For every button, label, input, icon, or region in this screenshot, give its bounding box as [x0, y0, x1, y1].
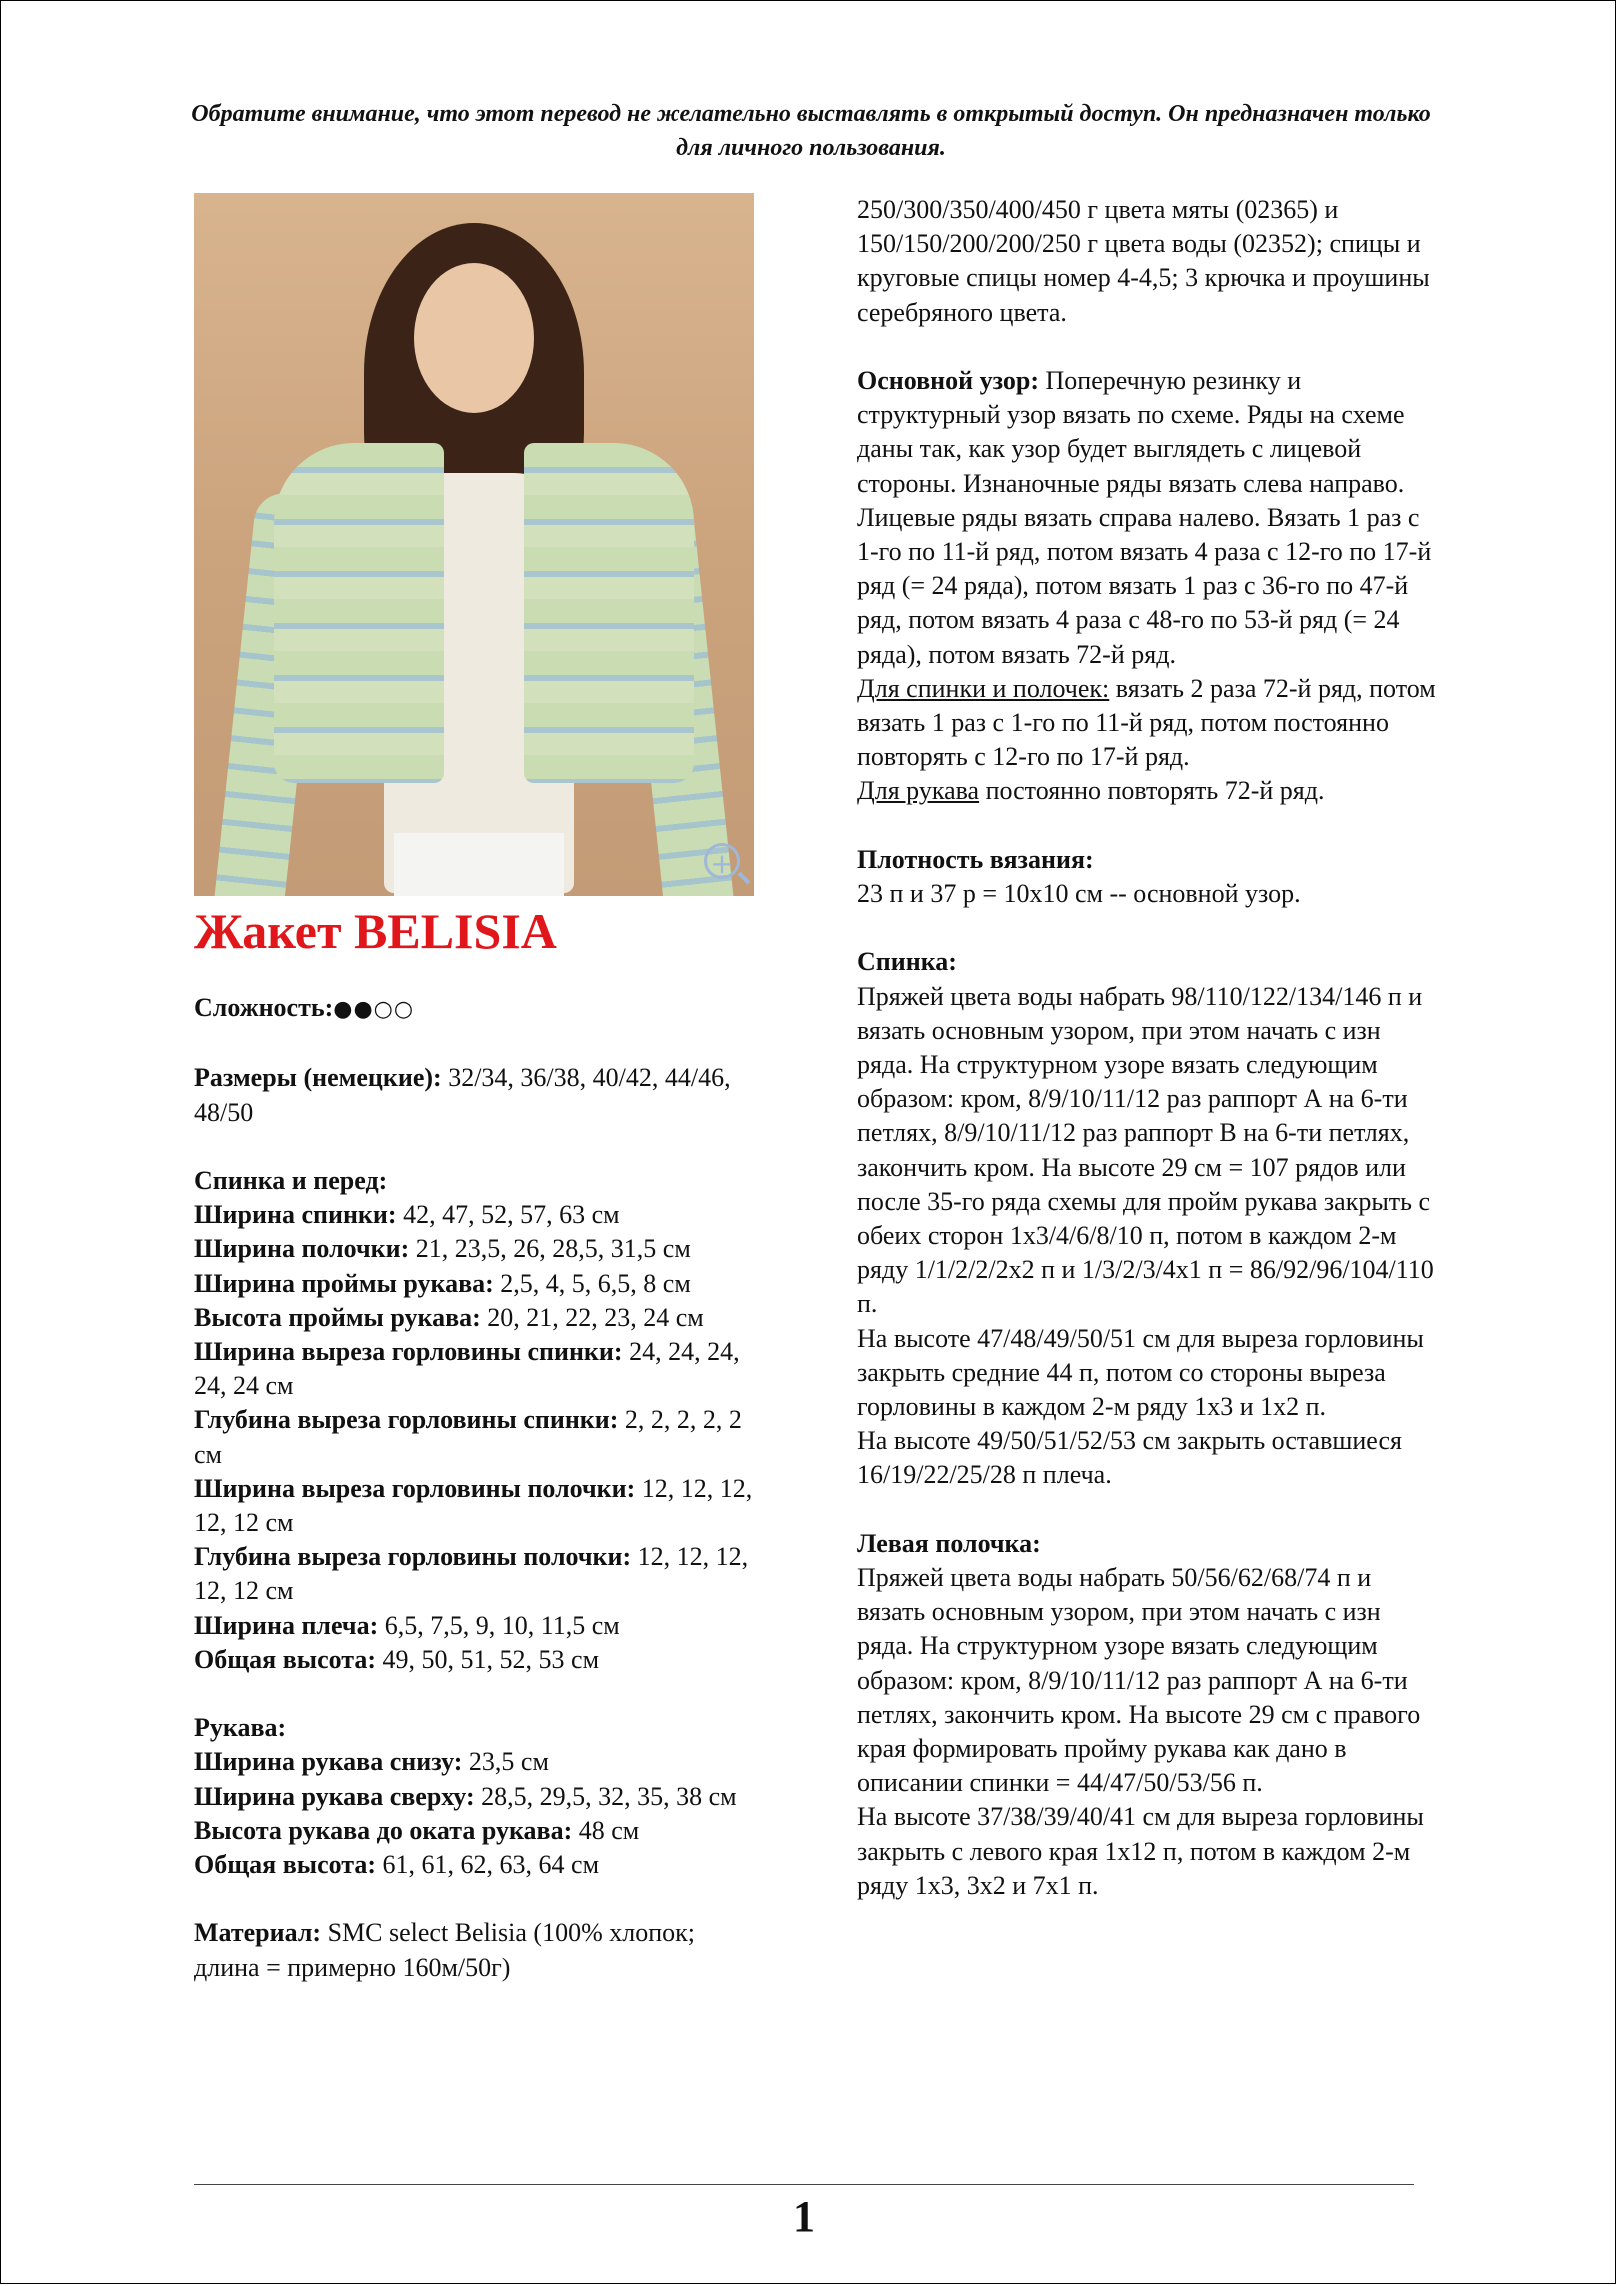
sleeve-measure-value: 48 см — [572, 1815, 640, 1845]
right-column — [857, 193, 1437, 1903]
sizes-label: Размеры (немецкие): — [194, 1063, 442, 1093]
gauge-heading: Плотность вязания: — [857, 844, 1094, 874]
footer-divider — [194, 2184, 1414, 2185]
measure-value: 20, 21, 22, 23, 24 см — [480, 1302, 704, 1332]
sleeve-measure-line — [194, 1814, 764, 1848]
measure-value: 6,5, 7,5, 9, 10, 11,5 см — [378, 1610, 620, 1640]
measure-value: 21, 23,5, 26, 28,5, 31,5 см — [409, 1234, 691, 1264]
model-photo — [194, 193, 754, 896]
measure-value: 24, 24, 24, 24, 24 см — [194, 1337, 740, 1401]
measure-line — [194, 1301, 764, 1335]
sleeve-text: постоянно повторять 72-й ряд. — [979, 776, 1325, 806]
zoom-icon[interactable]: + — [704, 843, 740, 879]
measure-value: 12, 12, 12, 12, 12 см — [194, 1542, 749, 1606]
sizes-value: 32/34, 36/38, 40/42, 44/46, 48/50 — [194, 1063, 731, 1127]
measure-line — [194, 1267, 764, 1301]
back-paragraph: Пряжей цвета воды набрать 98/110/122/134/146 п и вязать основным узором, при этом начать с изн ряда. На структурном узоре вязать следующим образом: кром, 8/9/10/11/12 раз раппорт А на 6-ти петлях, 8/9/10/11/12 раз раппорт В на 6-ти петлях, закончить кром. На высоте 29 см = 107 рядов или после 35-го ряда схемы для пройм рукава закрыть с обеих сторон 1х3/4/6/8/10 п, потом в каждом 2-м ряду 1/1/2/2/2х2 п и 1/3/2/3/4х1 п = 86/92/96/104/110 п. — [857, 981, 1434, 1319]
measure-line — [194, 1609, 764, 1643]
page-number: 1 — [793, 2192, 815, 2241]
measure-value: 42, 47, 52, 57, 63 см — [396, 1200, 620, 1230]
back-heading: Спинка: — [857, 947, 957, 977]
measure-value: 12, 12, 12, 12, 12 см — [194, 1473, 753, 1538]
sleeve-measure-value: 61, 61, 62, 63, 64 см — [376, 1850, 600, 1880]
photo-pants — [394, 833, 564, 896]
measure-label: Глубина выреза горловины спинки: — [194, 1405, 619, 1435]
measure-label: Ширина полочки: — [194, 1234, 410, 1264]
left-front-paragraph: Пряжей цвета воды набрать 50/56/62/68/74 п и вязать основным узором, при этом начать с изн ряда. На структурном узоре вязать следующим образом: кром, 8/9/10/11/12 раз раппорт А на 6-ти петлях, закончить кром. На высоте 29 см с правого края формировать пройму рукава как дано в описании спинки = 44/47/50/53/56 п. — [857, 1563, 1421, 1798]
measure-value: 49, 50, 51, 52, 53 см — [376, 1644, 600, 1674]
sleeve-label: Для рукава — [857, 776, 980, 806]
left-front-paragraph: На высоте 37/38/39/40/41 см для выреза горловины закрыть с левого края 1х12 п, потом в каждом 2-м ряду 1х3, 3х2 и 7х1 п. — [857, 1802, 1424, 1900]
left-column — [194, 991, 764, 1985]
material-continued: 250/300/350/400/450 г цвета мяты (02365) и 150/150/200/200/250 г цвета воды (02352); спицы и круговые спицы номер 4-4,5; 3 крючка и проушины серебряного цвета. — [857, 195, 1430, 327]
sleeve-measure-label: Ширина рукава сверху: — [194, 1781, 475, 1811]
sleeve-paragraph — [857, 774, 1437, 808]
measure-line — [194, 1198, 764, 1232]
measure-label: Ширина проймы рукава: — [194, 1268, 494, 1298]
measure-label: Ширина выреза горловины полочки: — [194, 1473, 636, 1503]
measure-label: Общая высота: — [194, 1644, 377, 1674]
sleeve-measure-label: Высота рукава до оката рукава: — [194, 1815, 573, 1845]
material-label: Материал: — [194, 1918, 322, 1948]
measure-line — [194, 1335, 764, 1403]
photo-head — [414, 263, 534, 413]
difficulty-dots: ●●○○ — [333, 997, 415, 1022]
page-title: Жакет BELISIA — [194, 903, 557, 959]
measure-line — [194, 1540, 764, 1608]
sizes-line — [194, 1061, 764, 1129]
main-pattern-paragraph — [857, 364, 1437, 672]
main-pattern-text: Поперечную резинку и структурный узор вязать по схеме. Ряды на схеме даны так, как узор будет выглядеть с лицевой стороны. Изнаночные ряды вязать слева направо. Лицевые ряды вязать справа налево. Вязать 1 раз с 1-го по 11-й ряд, потом вязать 4 раза с 12-го по 17-й ряд (= 24 ряда), потом вязать 1 раз с 36-го по 47-й ряд, потом вязать 4 раза с 48-го по 53-й ряд (= 24 ряда), потом вязать 72-й ряд. — [857, 366, 1432, 669]
sleeve-measure-label: Ширина рукава снизу: — [194, 1747, 463, 1777]
measure-value: 2,5, 4, 5, 6,5, 8 см — [493, 1268, 691, 1298]
measure-label: Ширина плеча: — [194, 1610, 379, 1640]
sleeve-measure-value: 23,5 см — [462, 1747, 549, 1777]
back-paragraph: На высоте 47/48/49/50/51 см для выреза горловины закрыть средние 44 п, потом со стороны выреза горловины в каждом 2-м ряду 1х3 и 1х2 п. — [857, 1323, 1424, 1422]
difficulty-label: Сложность: — [194, 993, 334, 1022]
left-front-heading: Левая полочка: — [857, 1528, 1041, 1558]
back-fronts-text: вязать 2 раза 72-й ряд, потом вязать 1 раз с 1-го по 11-й ряд, потом постоянно повторять с 12-го по 17-й ряд. — [857, 673, 1436, 772]
measure-line — [194, 1643, 764, 1677]
back-front-heading: Спинка и перед: — [194, 1165, 388, 1195]
measure-label: Ширина выреза горловины спинки: — [194, 1337, 623, 1366]
material-line — [194, 1916, 764, 1984]
sleeve-measure-label: Общая высота: — [194, 1850, 377, 1880]
photo-jacket-right — [524, 443, 694, 783]
sleeves-heading: Рукава: — [194, 1713, 287, 1743]
sleeve-measure-value: 28,5, 29,5, 32, 35, 38 см — [474, 1781, 737, 1811]
privacy-notice: Обратите внимание, что этот перевод не желательно выставлять в открытый доступ. Он предназначен только для личного пользования. — [191, 101, 1431, 161]
sleeve-measure-line — [194, 1745, 764, 1779]
sleeve-measure-line — [194, 1780, 764, 1814]
back-paragraph: На высоте 49/50/51/52/53 см закрыть оставшиеся 16/19/22/25/28 п плеча. — [857, 1426, 1402, 1490]
measure-label: Высота проймы рукава: — [194, 1302, 481, 1332]
sleeve-measure-line — [194, 1848, 764, 1882]
back-fronts-paragraph — [857, 672, 1437, 775]
back-fronts-label: Для спинки и полочек: — [857, 673, 1110, 703]
measure-line — [194, 1472, 764, 1540]
measure-line — [194, 1403, 764, 1471]
measure-label: Ширина спинки: — [194, 1200, 397, 1230]
measure-value: 2, 2, 2, 2, 2 см — [194, 1405, 742, 1469]
measure-line — [194, 1232, 764, 1266]
material-value: SMC select Belisia (100% хлопок; длина = примерно 160м/50г) — [194, 1918, 695, 1982]
gauge-text: 23 п и 37 р = 10х10 см -- основной узор. — [857, 879, 1301, 909]
measure-label: Глубина выреза горловины полочки: — [194, 1542, 632, 1572]
photo-jacket-left — [274, 443, 444, 783]
main-pattern-label: Основной узор: — [857, 366, 1040, 395]
difficulty-line — [194, 991, 764, 1027]
